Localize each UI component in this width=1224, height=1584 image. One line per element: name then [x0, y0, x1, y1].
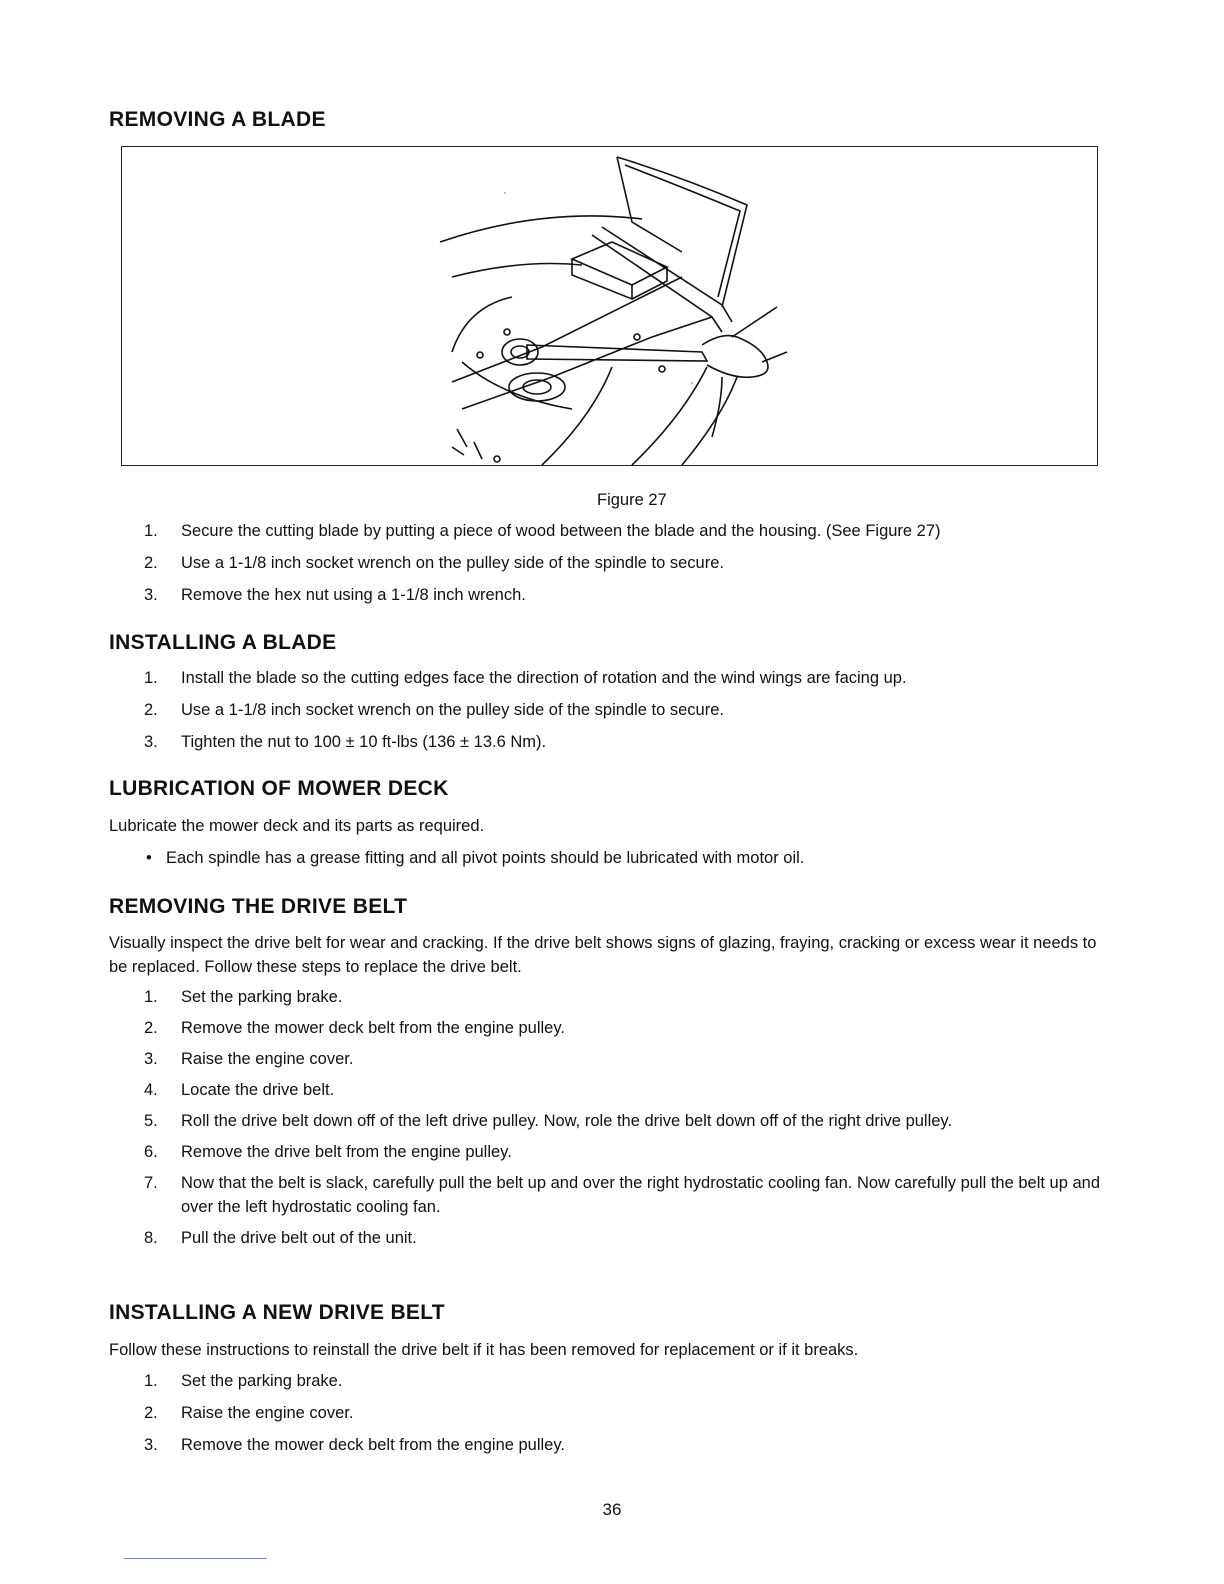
page-number: 36 — [602, 1500, 622, 1519]
removing-blade-steps — [144, 519, 1124, 607]
lubrication-intro: Lubricate the mower deck and its parts as required. — [109, 817, 485, 835]
step-text: Remove the drive belt from the engine pulley. — [181, 1143, 512, 1161]
step-number: 2. — [144, 701, 158, 719]
list-item — [144, 698, 1124, 722]
list-item — [144, 1078, 1119, 1102]
step-number: 2. — [144, 1019, 158, 1037]
list-item — [144, 985, 1119, 1009]
wood-block — [572, 242, 667, 285]
step-number: 3. — [144, 586, 158, 604]
step-text: Set the parking brake. — [181, 988, 343, 1006]
step-number: 6. — [144, 1143, 158, 1161]
spindle-arc-lower — [462, 362, 572, 409]
step-text: Locate the drive belt. — [181, 1081, 335, 1099]
step-text: Remove the mower deck belt from the engine pulley. — [181, 1436, 565, 1454]
list-item — [144, 1140, 1119, 1164]
step-number: 1. — [144, 522, 158, 540]
step-text: Use a 1-1/8 inch socket wrench on the pulley side of the spindle to secure. — [181, 701, 724, 719]
heading-removing-belt: REMOVING THE DRIVE BELT — [109, 895, 408, 918]
list-item — [144, 1171, 1119, 1219]
step-number: 1. — [144, 669, 158, 687]
step-text: Secure the cutting blade by putting a piece of wood between the blade and the housing. (See Figure 27) — [181, 522, 941, 540]
step-number: 3. — [144, 733, 158, 751]
hand — [702, 336, 768, 378]
footer-rule — [124, 1558, 267, 1559]
step-number: 2. — [144, 1404, 158, 1422]
step-text: Raise the engine cover. — [181, 1404, 354, 1422]
list-item — [144, 1226, 1119, 1250]
step-number: 2. — [144, 554, 158, 572]
list-item — [144, 666, 1124, 690]
step-text: Raise the engine cover. — [181, 1050, 354, 1068]
heading-removing-blade: REMOVING A BLADE — [109, 108, 326, 131]
step-text: Install the blade so the cutting edges face the direction of rotation and the wind wings are facing up. — [181, 669, 907, 687]
step-text: Remove the mower deck belt from the engine pulley. — [181, 1019, 565, 1037]
step-number: 3. — [144, 1050, 158, 1068]
step-text: Now that the belt is slack, carefully pull the belt up and over the right hydrostatic cooling fan. Now carefully pull the belt up and over the left hydrostatic cooling fan. — [181, 1174, 1101, 1216]
installing-belt-intro: Follow these instructions to reinstall the drive belt if it has been removed for replacement or if it breaks. — [109, 1341, 859, 1359]
list-item — [144, 583, 1124, 607]
step-text: Pull the drive belt out of the unit. — [181, 1229, 417, 1247]
step-number: 7. — [144, 1174, 158, 1192]
heading-lubrication: LUBRICATION OF MOWER DECK — [109, 777, 449, 800]
step-number: 5. — [144, 1112, 158, 1130]
list-item — [144, 1016, 1119, 1040]
installing-blade-steps — [144, 666, 1124, 754]
removing-belt-intro: Visually inspect the drive belt for wear and cracking. If the drive belt shows signs of glazing, fraying, cracking or excess wear it needs to be replaced. Follow these steps to replace the drive belt. — [109, 934, 1097, 976]
step-text: Roll the drive belt down off of the left drive pulley. Now, role the drive belt down off of the right drive pulley. — [181, 1112, 953, 1130]
installing-belt-steps — [144, 1369, 1119, 1457]
deck-arc-outer — [440, 216, 642, 242]
list-item — [144, 551, 1124, 575]
step-number: 4. — [144, 1081, 158, 1099]
figure-27-frame — [121, 146, 1098, 466]
list-item — [144, 519, 1124, 543]
blade-removal-illustration — [122, 147, 1099, 467]
list-item — [144, 1401, 1119, 1425]
step-number: 1. — [144, 1372, 158, 1390]
list-item — [144, 730, 1124, 754]
list-item — [144, 1109, 1119, 1133]
deck-guard — [617, 157, 682, 252]
removing-belt-steps — [144, 985, 1119, 1250]
heading-installing-belt: INSTALLING A NEW DRIVE BELT — [109, 1301, 445, 1324]
lubrication-bullets — [144, 846, 1124, 870]
wrench — [527, 345, 707, 361]
spindle-arc — [452, 297, 512, 352]
step-text: Set the parking brake. — [181, 1372, 343, 1390]
step-number: 1. — [144, 988, 158, 1006]
step-text: Tighten the nut to 100 ± 10 ft-lbs (136 ± 13.6 Nm). — [181, 733, 547, 751]
list-item — [144, 1047, 1119, 1071]
deck-arc-inner — [452, 264, 582, 278]
list-item — [144, 1433, 1119, 1457]
heading-installing-blade: INSTALLING A BLADE — [109, 631, 337, 654]
list-item: • Each spindle has a grease fitting and all pivot points should be lubricated with motor oil. — [144, 846, 1124, 870]
blade-edge-top — [452, 277, 682, 382]
list-item — [144, 1369, 1119, 1393]
step-text: Use a 1-1/8 inch socket wrench on the pulley side of the spindle to secure. — [181, 554, 724, 572]
step-text: Remove the hex nut using a 1-1/8 inch wrench. — [181, 586, 526, 604]
step-number: 3. — [144, 1436, 158, 1454]
figure-caption: Figure 27 — [597, 491, 667, 509]
step-number: 8. — [144, 1229, 158, 1247]
